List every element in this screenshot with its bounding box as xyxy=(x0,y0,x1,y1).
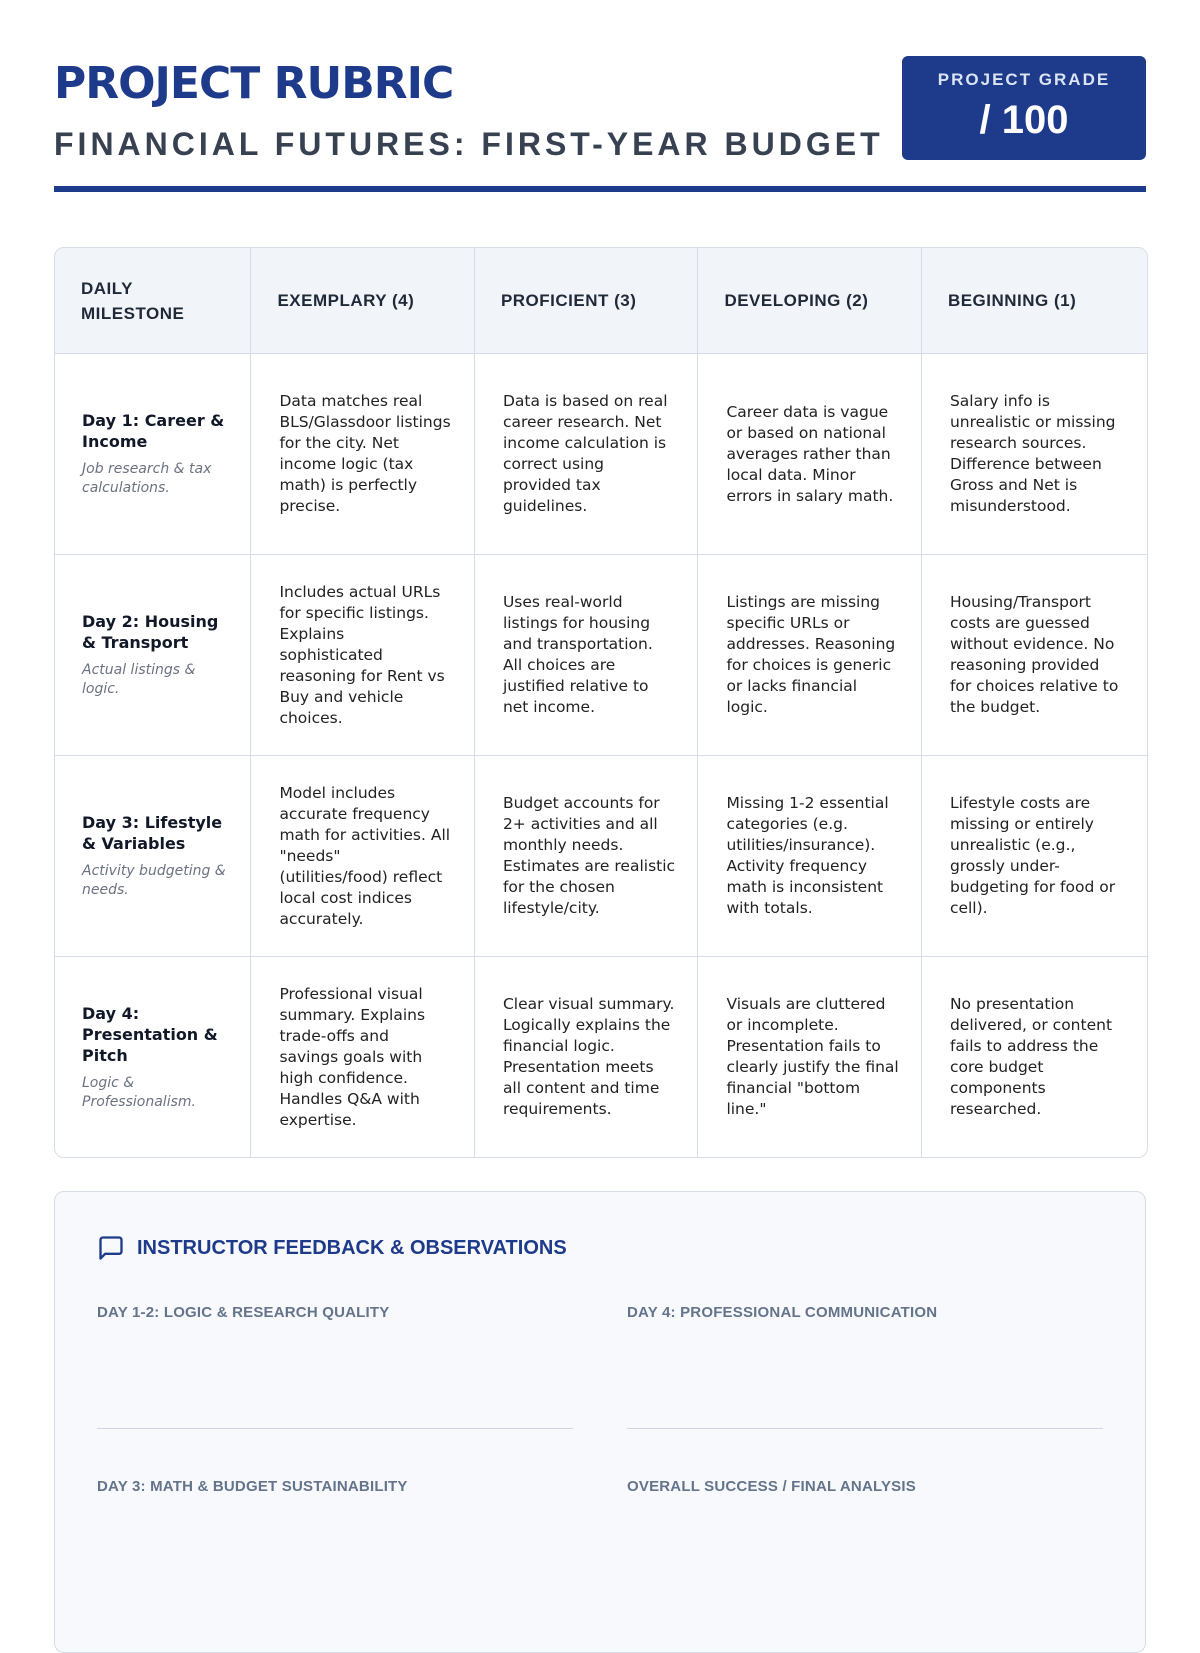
project-grade-value: / 100 xyxy=(979,98,1069,142)
rubric-cell-beginning: Salary info is unrealistic or missing research sources. Difference between Gross and Net is misunderstood. xyxy=(921,354,1147,555)
milestone-title: Day 3: Lifestyle & Variables xyxy=(82,813,223,853)
feedback-write-line xyxy=(97,1428,573,1429)
page-header xyxy=(54,0,1146,196)
feedback-field-overall[interactable] xyxy=(627,1478,1103,1495)
feedback-title: INSTRUCTOR FEEDBACK & OBSERVATIONS xyxy=(137,1236,567,1259)
rubric-cell-proficient: Budget accounts for 2+ activities and all monthly needs. Estimates are realistic for the chosen lifestyle/city. xyxy=(474,756,698,957)
rubric-row-day-4 xyxy=(55,957,1147,1158)
feedback-field-label: DAY 1-2: LOGIC & RESEARCH QUALITY xyxy=(97,1304,390,1321)
rubric-cell-developing: Listings are missing specific URLs or addresses. Reasoning for choices is generic or lacks financial logic. xyxy=(698,555,922,756)
rubric-cell-proficient: Clear visual summary. Logically explains the financial logic. Presentation meets all content and time requirements. xyxy=(474,957,698,1158)
rubric-cell-beginning: No presentation delivered, or content fails to address the core budget components researched. xyxy=(949,995,1113,1118)
rubric-cell-exemplary: Data matches real BLS/Glassdoor listings for the city. Net income logic (tax math) is perfectly precise. xyxy=(251,354,475,555)
rubric-cell-exemplary: Model includes accurate frequency math for activities. All "needs" (utilities/food) reflect local cost indices accurately. xyxy=(251,756,475,957)
milestone-cell xyxy=(55,555,251,756)
rubric-row-day-1 xyxy=(55,354,1147,555)
feedback-field-math[interactable] xyxy=(97,1478,573,1495)
milestone-subtitle: Logic & Professionalism. xyxy=(82,1074,196,1110)
column-header-developing: DEVELOPING (2) xyxy=(698,248,922,354)
feedback-write-line xyxy=(627,1428,1103,1429)
message-square-icon xyxy=(97,1234,125,1262)
rubric-cell-exemplary: Professional visual summary. Explains trade-offs and savings goals with high confidence. Handles Q&A with expertise. xyxy=(251,957,475,1158)
column-header-milestone: DAILY MILESTONE xyxy=(55,248,251,354)
header-divider xyxy=(54,186,1146,192)
feedback-field-label: DAY 3: MATH & BUDGET SUSTAINABILITY xyxy=(97,1478,408,1495)
rubric-cell-developing: Missing 1-2 essential categories (e.g. utilities/insurance). Activity frequency math is inconsistent with totals. xyxy=(698,756,922,957)
feedback-field-label: OVERALL SUCCESS / FINAL ANALYSIS xyxy=(627,1478,916,1495)
milestone-cell xyxy=(55,354,251,555)
rubric-cell-beginning: Lifestyle costs are missing or entirely unrealistic (e.g., grossly under-budgeting for food or cell). xyxy=(921,756,1147,957)
column-header-exemplary: EXEMPLARY (4) xyxy=(251,248,475,354)
rubric-header-row xyxy=(55,248,1147,354)
rubric-cell-proficient: Data is based on real career research. Net income calculation is correct using provided tax guidelines. xyxy=(474,354,698,555)
milestone-title: Day 2: Housing & Transport xyxy=(82,612,219,652)
rubric-cell-developing: Visuals are cluttered or incomplete. Presentation fails to clearly justify the final financial "bottom line." xyxy=(698,957,922,1158)
rubric-cell-exemplary: Includes actual URLs for specific listings. Explains sophisticated reasoning for Rent vs Buy and vehicle choices. xyxy=(251,555,475,756)
rubric-page xyxy=(54,0,1146,1495)
milestone-cell xyxy=(55,756,251,957)
milestone-title: Day 1: Career & Income xyxy=(82,411,225,451)
rubric-cell-beginning: Housing/Transport costs are guessed without evidence. No reasoning provided for choices relative to the budget. xyxy=(921,555,1147,756)
rubric-row-day-2 xyxy=(55,555,1147,756)
rubric-cell-proficient: Uses real-world listings for housing and transportation. All choices are justified relative to net income. xyxy=(474,555,698,756)
rubric-row-day-3 xyxy=(55,756,1147,957)
milestone-subtitle: Activity budgeting & needs. xyxy=(82,863,226,898)
instructor-feedback-panel xyxy=(54,1191,1146,1653)
rubric-cell-developing: Career data is vague or based on national averages rather than local data. Minor errors in salary math. xyxy=(698,354,922,555)
feedback-heading xyxy=(97,1234,567,1262)
page-subtitle: FINANCIAL FUTURES: FIRST-YEAR BUDGET xyxy=(54,126,884,162)
milestone-title: Day 4: Presentation & Pitch xyxy=(82,1003,218,1065)
project-grade-label: PROJECT GRADE xyxy=(937,70,1111,89)
feedback-field-communication[interactable] xyxy=(627,1304,1103,1321)
milestone-subtitle: Job research & tax calculations. xyxy=(82,461,212,496)
project-grade-box xyxy=(902,56,1146,160)
rubric-table xyxy=(54,247,1148,1158)
milestone-subtitle: Actual listings & logic. xyxy=(82,662,196,697)
page-title: PROJECT RUBRIC xyxy=(54,58,454,109)
feedback-field-label: DAY 4: PROFESSIONAL COMMUNICATION xyxy=(627,1304,938,1321)
milestone-cell xyxy=(55,957,251,1158)
feedback-field-research[interactable] xyxy=(97,1304,573,1321)
column-header-proficient: PROFICIENT (3) xyxy=(474,248,698,354)
column-header-beginning: BEGINNING (1) xyxy=(921,248,1147,354)
